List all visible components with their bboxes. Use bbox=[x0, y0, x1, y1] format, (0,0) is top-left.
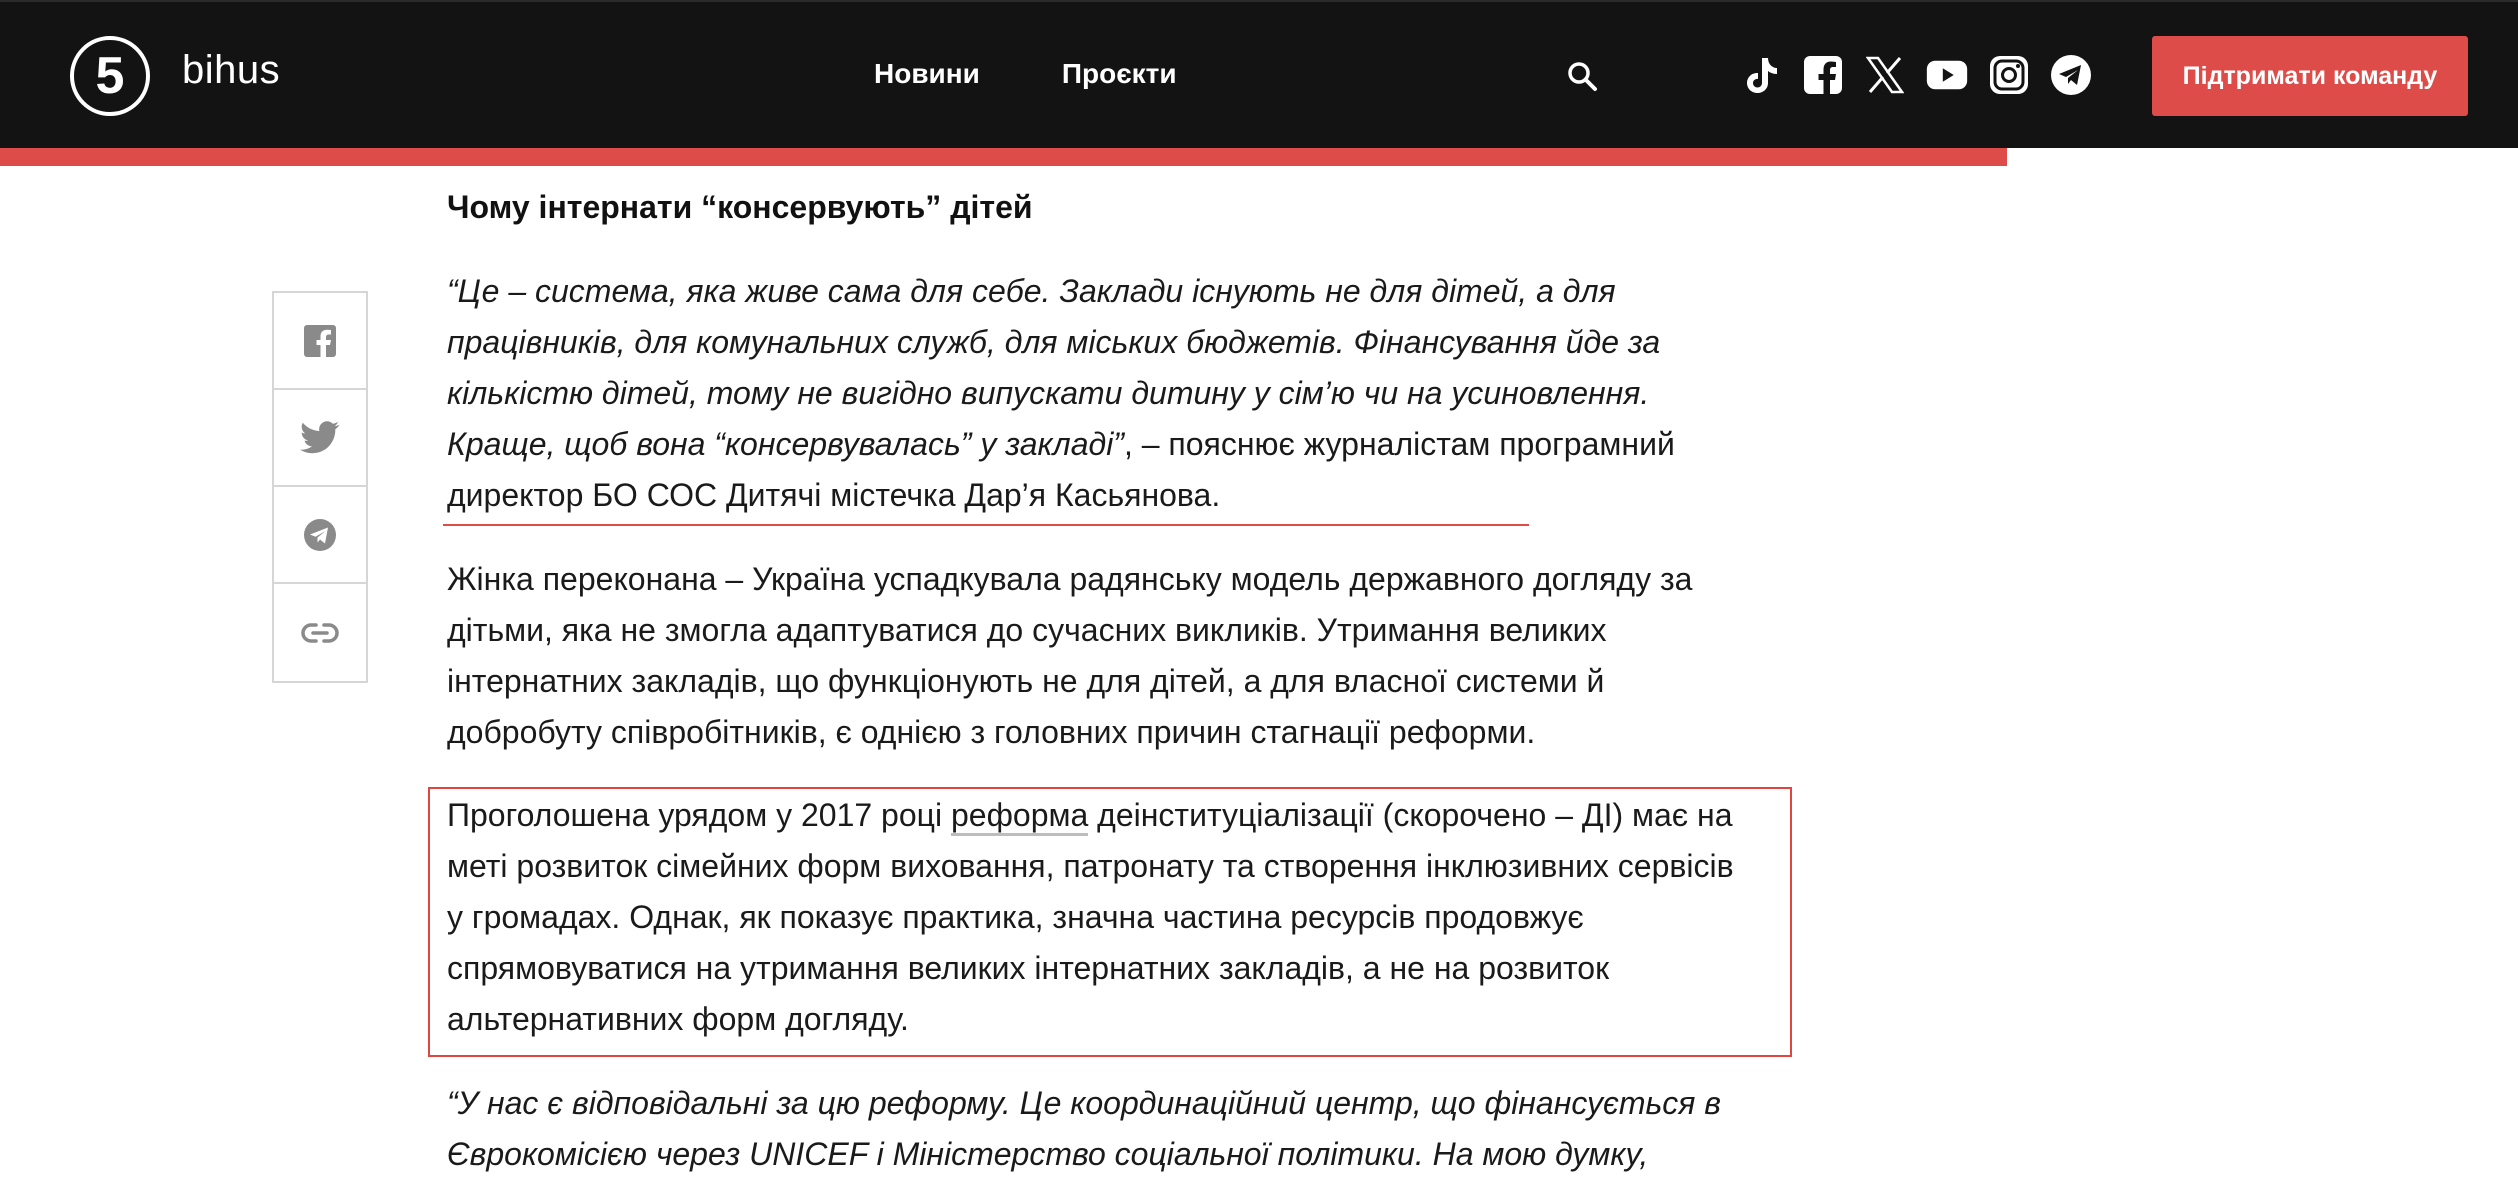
link-icon bbox=[301, 621, 339, 645]
nav-item-projects[interactable]: Проєкти bbox=[1061, 58, 1177, 89]
nav-item-news[interactable]: Новини bbox=[874, 58, 980, 89]
highlighted-paragraph bbox=[447, 790, 1747, 1045]
telegram-icon[interactable] bbox=[2050, 54, 2092, 96]
bihus-logo-mark[interactable]: 5 bbox=[70, 36, 150, 116]
paragraph-text-end: деінституціалізації (скорочено – ДІ) має на меті розвиток сімейних форм виховання, патронату та створення інклюзивних сервісів у громадах. Однак, як показує практика, значна частина ресурсів продовжує спрямовуватися на утримання великих інтернатних закладів, а не на розвиток альтернативних форм догляду. bbox=[447, 797, 1734, 1037]
share-telegram-button[interactable] bbox=[274, 487, 366, 584]
social-links bbox=[1740, 54, 2092, 96]
twitter-icon bbox=[300, 421, 340, 455]
bihus-logo-text[interactable]: bihus bbox=[182, 48, 281, 92]
site-header bbox=[0, 0, 2518, 148]
facebook-icon[interactable] bbox=[1802, 54, 1844, 96]
share-twitter-button[interactable] bbox=[274, 390, 366, 487]
youtube-icon[interactable] bbox=[1926, 54, 1968, 96]
share-sidebar bbox=[272, 291, 368, 683]
article-paragraph: Жінка переконана – Україна успадкувала радянську модель державного догляду за дітьми, яка не змогла адаптуватися до сучасних викликів. Утримання великих інтернатних закладів, що функціонують не для дітей, а для власної системи й добробуту співробітників, є однією з головних причин стагнації реформи. bbox=[447, 561, 1693, 750]
quote-attribution: , – пояснює журналістам програмний директор БО СОС Дитячі містечка Дар’я Касьянова. bbox=[447, 426, 1675, 513]
paragraph-text-start: Проголошена урядом у 2017 році bbox=[447, 797, 951, 833]
x-icon[interactable] bbox=[1864, 54, 1906, 96]
support-team-button[interactable]: Підтримати команду bbox=[2152, 36, 2468, 116]
quote-text: “Це – система, яка живе сама для себе. Заклади існують не для дітей, а для працівників, для комунальних служб, для міських бюджетів. Фінансування йде за кількістю дітей, тому не вигідно випускати дитину у сім’ю чи на усиновлення. Краще, щоб вона “консервувалась” у закладі” bbox=[447, 273, 1661, 462]
reading-progress-bar bbox=[0, 148, 2518, 166]
facebook-icon bbox=[303, 324, 337, 358]
reading-progress-fill bbox=[0, 148, 2007, 166]
telegram-icon bbox=[303, 518, 337, 552]
article-subheading: Чому інтернати “консервують” дітей bbox=[447, 189, 1033, 225]
main-nav bbox=[874, 58, 1177, 90]
tiktok-icon[interactable] bbox=[1740, 54, 1782, 96]
quote-underline bbox=[443, 524, 1529, 526]
reform-link[interactable]: реформа bbox=[951, 797, 1088, 836]
quote-paragraph bbox=[447, 266, 1747, 521]
instagram-icon[interactable] bbox=[1988, 54, 2030, 96]
quote-paragraph-2 bbox=[447, 1078, 1747, 1180]
copy-link-button[interactable] bbox=[274, 584, 366, 681]
quote-text-2: “У нас є відповідальні за цю реформу. Це координаційний центр, що фінансується в Єврокомісією через UNICEF і Міністерство соціальної політики. На мою думку, bbox=[447, 1085, 1721, 1172]
share-facebook-button[interactable] bbox=[274, 293, 366, 390]
search-icon[interactable] bbox=[1566, 60, 1598, 92]
